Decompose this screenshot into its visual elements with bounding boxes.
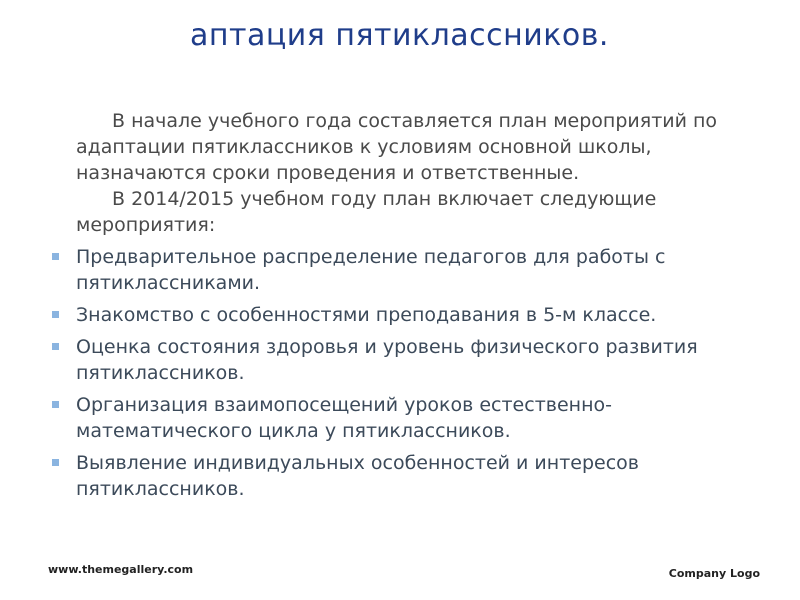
list-item: Выявление индивидуальных особенностей и интересов пятиклассников. bbox=[50, 450, 760, 502]
company-logo: Company Logo bbox=[668, 567, 760, 580]
square-bullet-icon bbox=[52, 311, 59, 318]
list-item: Оценка состояния здоровья и уровень физического развития пятиклассников. bbox=[50, 334, 760, 386]
intro-paragraph-1: В начале учебного года составляется план мероприятий по адаптации пятиклассников к условиям основной школы, назначаются сроки проведения и ответственные. bbox=[76, 110, 718, 184]
slide-title: аптация пятиклассников. bbox=[190, 18, 609, 53]
square-bullet-icon bbox=[52, 343, 59, 350]
footer-url: www.themegallery.com bbox=[48, 563, 194, 576]
list-item: Предварительное распределение педагогов для работы с пятиклассниками. bbox=[50, 244, 760, 296]
slide-body bbox=[50, 108, 760, 502]
square-bullet-icon bbox=[52, 253, 59, 260]
bullet-list bbox=[50, 244, 760, 502]
list-item: Знакомство с особенностями преподавания в 5-м классе. bbox=[50, 302, 760, 328]
square-bullet-icon bbox=[52, 459, 59, 466]
intro-paragraph-2: В 2014/2015 учебном году план включает следующие мероприятия: bbox=[76, 188, 657, 236]
list-item: Организация взаимопосещений уроков естественно-математического цикла у пятиклассников. bbox=[50, 392, 760, 444]
square-bullet-icon bbox=[52, 401, 59, 408]
